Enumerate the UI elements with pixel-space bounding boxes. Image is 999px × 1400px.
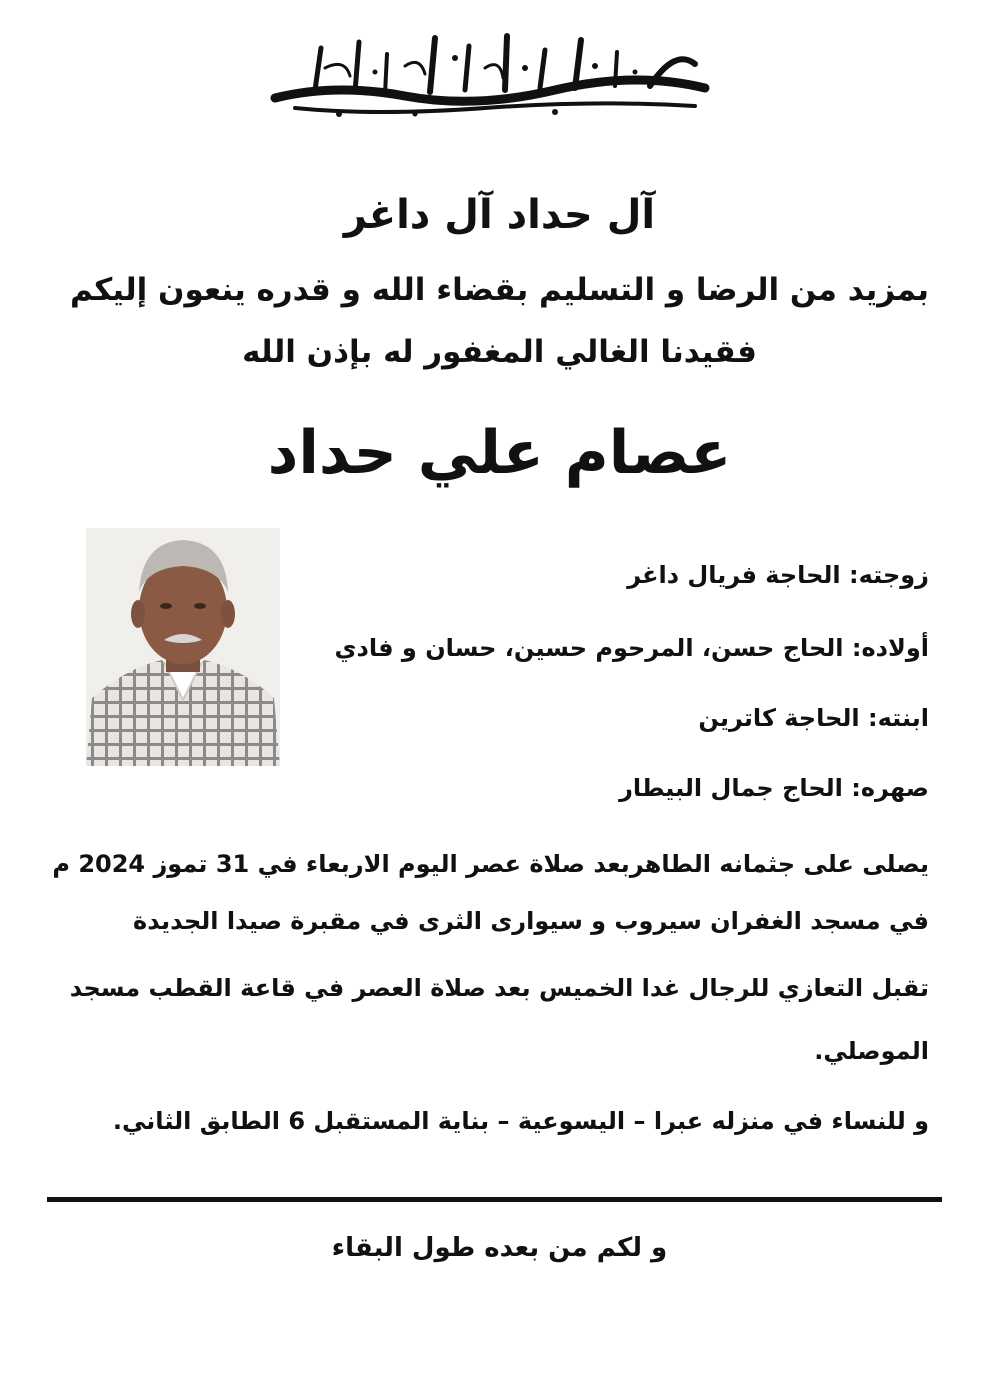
funeral-prayer-line-1: يصلى على جثمانه الطاهربعد صلاة عصر اليوم الاربعاء في 31 تموز 2024 م [52, 850, 929, 878]
arabic-calligraphy-logo [255, 28, 725, 120]
daughter-line: ابنته: الحاجة كاترين [698, 704, 929, 732]
condolence-men-line-1: تقبل التعازي للرجال غدا الخميس بعد صلاة العصر في قاعة القطب مسجد [69, 974, 929, 1002]
wife-line: زوجته: الحاجة فريال داغر [627, 561, 929, 589]
intro-line-2: فقيدنا الغالي المغفور له بإذن الله [242, 334, 757, 370]
family-name: آل حداد آل داغر [343, 192, 656, 238]
condolence-men-line-2: الموصلي. [814, 1037, 929, 1065]
intro-line-1: بمزيد من الرضا و التسليم بقضاء الله و قدره ينعون إليكم [69, 272, 930, 308]
son-in-law-line: صهره: الحاج جمال البيطار [619, 774, 929, 802]
portrait-photo [86, 528, 280, 766]
closing-line: و لكم من بعده طول البقاء [331, 1233, 668, 1263]
deceased-name: عصام علي حداد [267, 418, 732, 488]
sons-line: أولاده: الحاج حسن، المرحوم حسين، حسان و فادي [334, 634, 929, 662]
divider-line [47, 1197, 942, 1202]
condolence-women-line: و للنساء في منزله عبرا – اليسوعية – بناية المستقبل 6 الطابق الثاني. [112, 1107, 929, 1135]
funeral-prayer-line-2: في مسجد الغفران سيروب و سيوارى الثرى في مقبرة صيدا الجديدة [133, 907, 929, 935]
